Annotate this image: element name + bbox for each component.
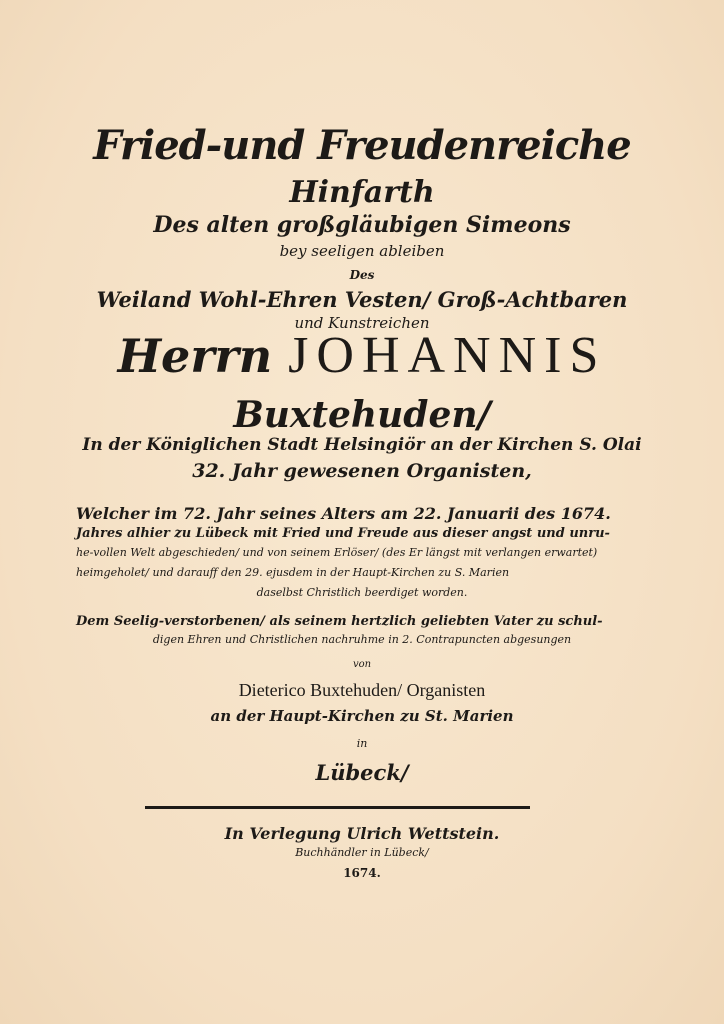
helsingor-line: In der Königlichen Stadt Helsingiör an der Kirchen S. Olai	[82, 435, 642, 455]
para1-line3: he-vollen Welt abgeschieden/ und von seinem Erlöser/ (des Er längst mit verlangen erwartet)	[76, 546, 598, 559]
subtitle-ableiben: bey seeligen ableiben	[279, 242, 445, 260]
composer-line: Dieterico Buxtehuden/ Organisten	[238, 680, 486, 700]
honorific-line: Weiland Wohl-Ehren Vesten/ Groß-Achtbaren	[96, 287, 628, 312]
surname-line: Buxtehuden/	[233, 394, 491, 436]
organist-line: 32. Jahr gewesenen Organisten,	[192, 460, 532, 482]
para1-line2: Jahres alhier zu Lübeck mit Fried und Freude aus dieser angst und unru-	[76, 526, 610, 541]
johannis-word: JOHANNIS	[288, 327, 607, 384]
church-line: an der Haupt-Kirchen zu St. Marien	[210, 707, 514, 725]
para1-line1: Welcher im 72. Jahr seines Alters am 22. Januarii des 1674.	[76, 504, 611, 523]
city-line: Lübeck/	[315, 760, 409, 785]
imprint-bookseller: Buchhändler in Lübeck/	[295, 846, 429, 859]
para2-line2: digen Ehren und Christlichen nachruhme in 2. Contrapuncten abgesungen	[152, 633, 572, 646]
subtitle-simeon: Des alten großgläubigen Simeons	[153, 212, 571, 238]
herrn-word: Herrn	[117, 329, 273, 383]
kunstreichen-line: und Kunstreichen	[294, 314, 430, 332]
imprint-publisher: In Verlegung Ulrich Wettstein.	[224, 824, 500, 843]
imprint-year: 1674.	[343, 866, 381, 880]
para1-line5: daselbst Christlich beerdiget worden.	[256, 586, 468, 599]
divider-rule	[145, 806, 530, 809]
des-line: Des	[349, 268, 375, 282]
para1-line4: heimgeholet/ und darauff den 29. ejusdem in der Haupt-Kirchen zu S. Marien	[76, 566, 510, 579]
title-line-2: Hinfarth	[289, 175, 435, 210]
von-line: von	[352, 659, 372, 670]
in-line: in	[356, 737, 368, 750]
para2-line1: Dem Seelig-verstorbenen/ als seinem hertzlich geliebten Vater zu schul-	[76, 614, 603, 629]
title-line-1: Fried-und Freudenreiche	[93, 122, 631, 169]
name-line	[0, 326, 724, 385]
